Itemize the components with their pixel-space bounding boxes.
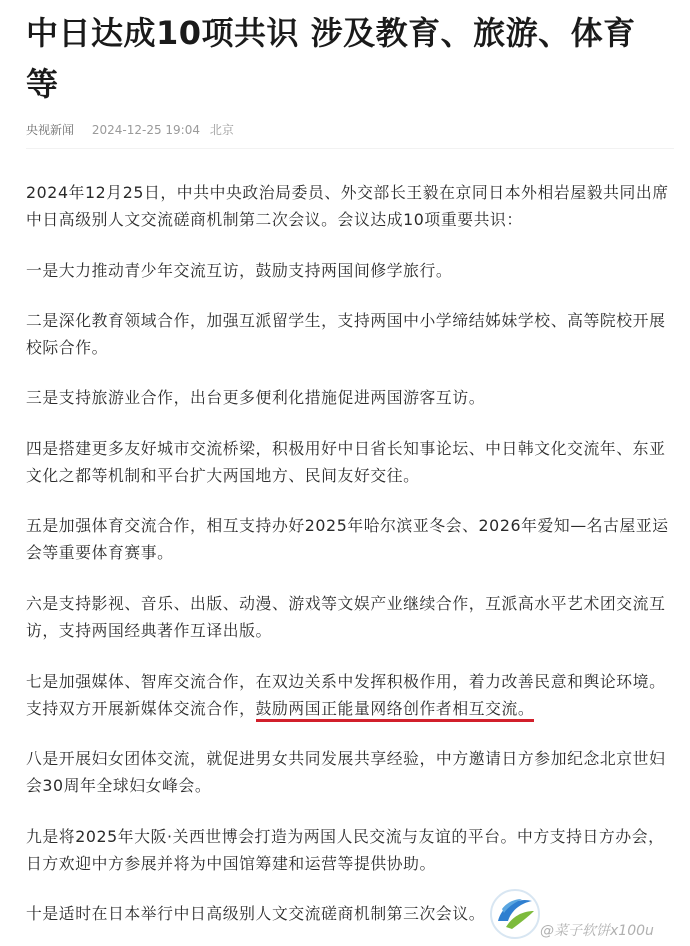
point-10: 十是适时在日本举行中日高级别人文交流磋商机制第三次会议。 [26, 904, 486, 923]
point-5: 五是加强体育交流合作，相互支持办好2025年哈尔滨亚冬会、2026年爱知—名古屋亚运会等重要体育赛事。 [26, 516, 669, 562]
article-title: 中日达成10项共识 涉及教育、旅游、体育等 [26, 14, 636, 103]
point-7 [26, 669, 676, 722]
point-3: 三是支持旅游业合作，出台更多便利化措施促进两国游客互访。 [26, 388, 486, 407]
article-meta [26, 121, 248, 138]
highlighted-text: 鼓励两国正能量网络创作者相互交流。 [256, 699, 535, 722]
publish-datetime: 2024-12-25 19:04 [91, 123, 200, 137]
divider [26, 148, 674, 149]
point-2: 二是深化教育领域合作，加强互派留学生，支持两国中小学缔结姊妹学校、高等院校开展校际合作。 [26, 311, 666, 357]
location: 北京 [209, 123, 234, 137]
source-link[interactable]: 央视新闻 [26, 123, 75, 137]
watermark-text: @菜子软饼x100u [540, 923, 654, 939]
weibo-watermark-logo-icon [488, 887, 542, 941]
intro-paragraph: 2024年12月25日，中共中央政治局委员、外交部长王毅在京同日本外相岩屋毅共同出席中日高级别人文交流磋商机制第二次会议。会议达成10项重要共识： [26, 183, 669, 229]
point-1: 一是大力推动青少年交流互访，鼓励支持两国间修学旅行。 [26, 261, 453, 280]
point-9: 九是将2025年大阪·关西世博会打造为两国人民交流与友谊的平台。中方支持日方办会，日方欢迎中方参展并将为中国馆筹建和运营等提供协助。 [26, 827, 665, 873]
point-4: 四是搭建更多友好城市交流桥梁，积极用好中日省长知事论坛、中日韩文化交流年、东亚文化之都等机制和平台扩大两国地方、民间友好交往。 [26, 439, 666, 485]
point-7-text: 七是加强媒体、智库交流合作，在双边关系中发挥积极作用，着力改善民意和舆论环境。支持双方开展新媒体交流合作， [26, 672, 666, 718]
point-8: 八是开展妇女团体交流，就促进男女共同发展共享经验，中方邀请日方参加纪念北京世妇会30周年全球妇女峰会。 [26, 749, 666, 795]
point-6: 六是支持影视、音乐、出版、动漫、游戏等文娱产业继续合作，互派高水平艺术团交流互访，支持两国经典著作互译出版。 [26, 594, 666, 640]
